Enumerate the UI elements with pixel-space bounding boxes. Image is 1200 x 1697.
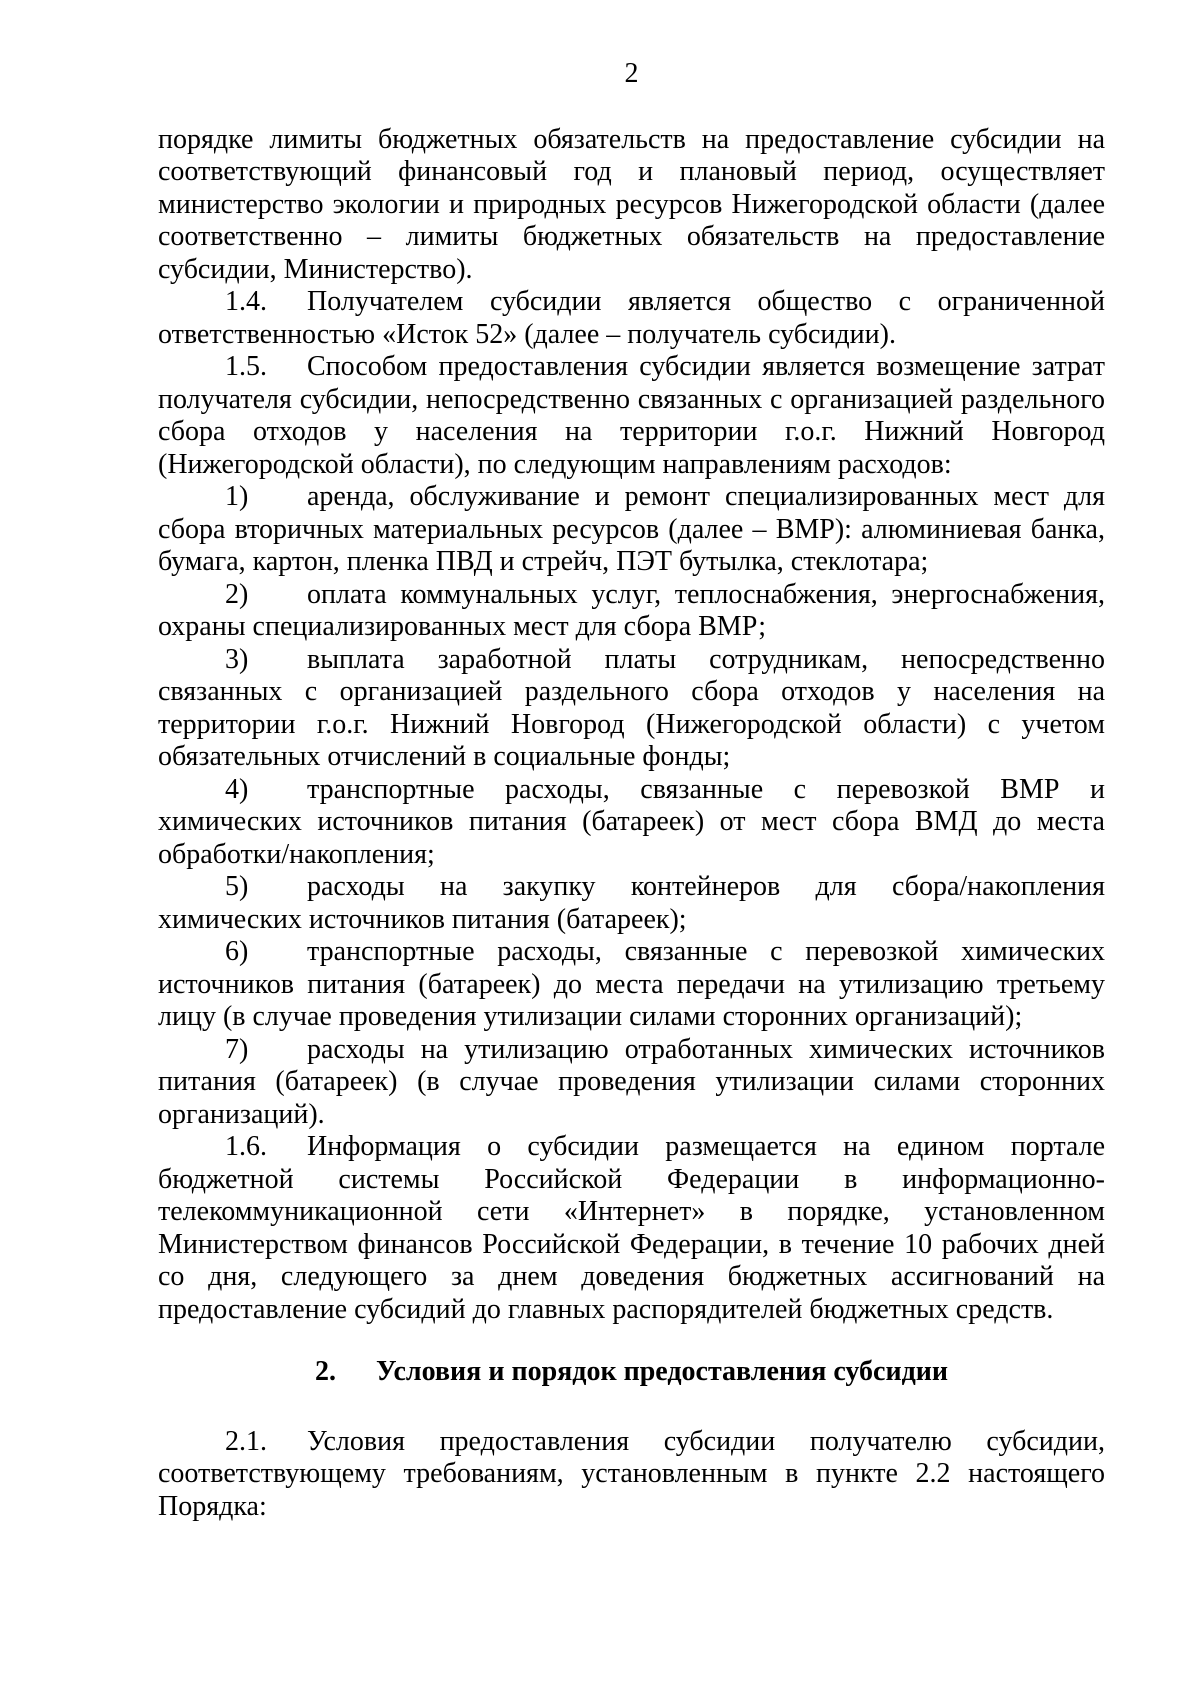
list-item-text: транспортные расходы, связанные с перевозкой ВМР и химических источников питания (батареек) от мест сбора ВМД до места обработки/накопления; — [158, 773, 1105, 870]
list-item-2 — [158, 579, 1105, 644]
list-item-text: расходы на утилизацию отработанных химических источников питания (батареек) (в случае проведения утилизации силами сторонних организаций). — [158, 1033, 1105, 1130]
paragraph-1-6 — [158, 1131, 1105, 1326]
paragraph-2-1 — [158, 1426, 1105, 1524]
page-number: 2 — [624, 58, 639, 89]
paragraph-1-5 — [158, 351, 1105, 481]
list-item-text: расходы на закупку контейнеров для сбора/накопления химических источников питания (батареек); — [158, 871, 1105, 935]
paragraph-number: 1.5. — [225, 351, 267, 382]
paragraph-number: 1.6. — [225, 1131, 267, 1162]
paragraph-number: 1.4. — [225, 286, 267, 317]
section-heading-number: 2. — [314, 1356, 336, 1387]
section-heading-text: Условия и порядок предоставления субсидии — [375, 1356, 949, 1387]
list-item-number: 5) — [225, 871, 249, 902]
paragraph-1-4 — [158, 286, 1105, 351]
list-item-7 — [158, 1034, 1105, 1132]
list-item-number: 2) — [225, 578, 249, 610]
list-item-number: 4) — [225, 773, 249, 805]
list-item-number: 7) — [225, 1033, 249, 1065]
list-item-3 — [158, 644, 1105, 774]
paragraph-number: 2.1. — [225, 1425, 267, 1457]
list-item-6 — [158, 936, 1105, 1034]
paragraph-text: Способом предоставления субсидии является возмещение затрат получателя субсидии, непосредственно связанных с организацией раздельного сбора отходов у населения на территории г.о.г. Нижний Новгород (Нижегородской области), по следующим направлениям расходов: — [158, 351, 1105, 480]
paragraph-text: порядке лимиты бюджетных обязательств на предоставление субсидии на соответствующий финансовый год и плановый период, осуществляет министерство экологии и природных ресурсов Нижегородской области (далее соответственно – лимиты бюджетных обязательств на предоставление субсидии, Министерство). — [158, 123, 1105, 285]
list-item-text: оплата коммунальных услуг, теплоснабжения, энергоснабжения, охраны специализированных мест для сбора ВМР; — [158, 578, 1105, 642]
list-item-1 — [158, 481, 1105, 579]
list-item-5 — [158, 871, 1105, 936]
list-item-number: 6) — [225, 936, 249, 967]
paragraph-text: Информация о субсидии размещается на едином портале бюджетной системы Российской Федерации в информационно-телекоммуникационной сети «Интернет» в порядке, установленном Министерством финансов Российской Федерации, в течение 10 рабочих дней со дня, следующего за днем доведения бюджетных ассигнований на предоставление субсидий до главных распорядителей бюджетных средств. — [158, 1131, 1105, 1325]
section-heading — [158, 1356, 1105, 1389]
list-item-number: 3) — [225, 643, 249, 675]
list-item-text: транспортные расходы, связанные с перевозкой химических источников питания (батареек) до места передачи на утилизацию третьему лицу (в случае проведения утилизации силами сторонних организаций); — [158, 936, 1105, 1032]
paragraph-text: Условия предоставления субсидии получателю субсидии, соответствующему требованиям, установленным в пункте 2.2 настоящего Порядка: — [158, 1425, 1105, 1522]
list-item-text: выплата заработной платы сотрудникам, непосредственно связанных с организацией раздельного сбора отходов у населения на территории г.о.г. Нижний Новгород (Нижегородской области) с учетом обязательных отчислений в социальные фонды; — [158, 643, 1105, 772]
document-body — [158, 124, 1105, 1524]
list-item-text: аренда, обслуживание и ремонт специализированных мест для сбора вторичных материальных ресурсов (далее – ВМР): алюминиевая банка, бумага, картон, пленка ПВД и стрейч, ПЭТ бутылка, стеклотара; — [158, 481, 1105, 577]
paragraph-continuation — [158, 124, 1105, 287]
list-item-4 — [158, 774, 1105, 872]
list-item-number: 1) — [225, 481, 249, 512]
paragraph-text: Получателем субсидии является общество с ограниченной ответственностью «Исток 52» (далее – получатель субсидии). — [158, 286, 1105, 350]
